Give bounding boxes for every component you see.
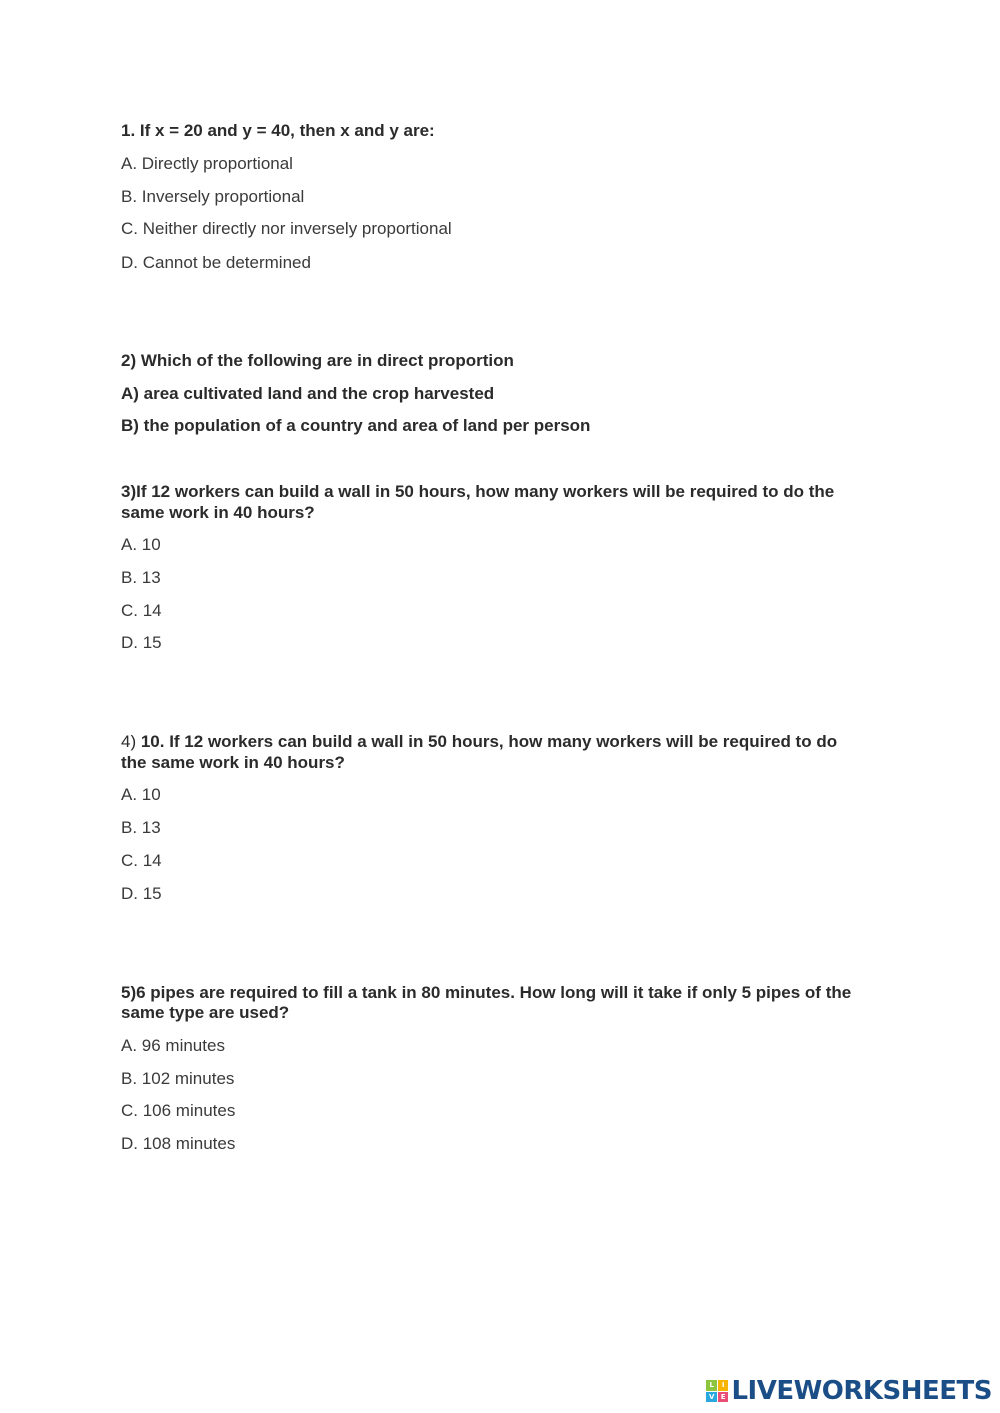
question-5-prompt-line-2: same type are used? [121,1003,290,1022]
question-4-option-a[interactable]: A. 10 [121,785,161,804]
question-1-option-b[interactable]: B. Inversely proportional [121,187,305,206]
question-1-option-c[interactable]: C. Neither directly nor inversely proportional [121,219,452,238]
question-5-option-a[interactable]: A. 96 minutes [121,1036,225,1055]
logo-mark-letter-e: E [718,1392,729,1403]
question-2-option-b[interactable]: B) the population of a country and area of land per person [121,416,591,435]
question-4-prompt-text: 10. If 12 workers can build a wall in 50 hours, how many workers will be required to do [140,732,838,751]
question-3-option-a[interactable]: A. 10 [121,535,161,554]
logo-text: LIVEWORKSHEETS [731,1376,992,1406]
question-4-option-d[interactable]: D. 15 [121,884,162,903]
question-1-option-a[interactable]: A. Directly proportional [121,154,293,173]
question-3-prompt-line-1: 3)If 12 workers can build a wall in 50 hours, how many workers will be required to do the [121,482,835,501]
question-3-prompt-line-2: same work in 40 hours? [121,503,315,522]
question-2-prompt: 2) Which of the following are in direct proportion [121,351,514,370]
question-4-option-b[interactable]: B. 13 [121,818,161,837]
logo-mark-letter-i: I [718,1380,729,1391]
question-5-option-d[interactable]: D. 108 minutes [121,1134,236,1153]
question-5-prompt-line-1: 5)6 pipes are required to fill a tank in 80 minutes. How long will it take if only 5 pipes of the [121,983,852,1002]
question-1-option-d[interactable]: D. Cannot be determined [121,253,311,272]
question-4-prompt-line-1 [121,732,837,752]
question-2-option-a[interactable]: A) area cultivated land and the crop harvested [121,384,495,403]
question-5-option-c[interactable]: C. 106 minutes [121,1101,236,1120]
question-5-option-b[interactable]: B. 102 minutes [121,1069,235,1088]
question-4-number: 4) [121,732,141,751]
question-3-option-b[interactable]: B. 13 [121,568,161,587]
question-3-option-c[interactable]: C. 14 [121,601,162,620]
logo-mark-icon [706,1380,728,1402]
question-4-option-c[interactable]: C. 14 [121,851,162,870]
question-1-prompt: 1. If x = 20 and y = 40, then x and y are: [121,121,435,140]
logo-mark-letter-v: V [706,1392,717,1403]
liveworksheets-logo [706,1377,992,1405]
question-4-prompt-line-2: the same work in 40 hours? [121,753,345,772]
question-3-option-d[interactable]: D. 15 [121,633,162,652]
logo-mark-letter-l: L [706,1380,717,1391]
